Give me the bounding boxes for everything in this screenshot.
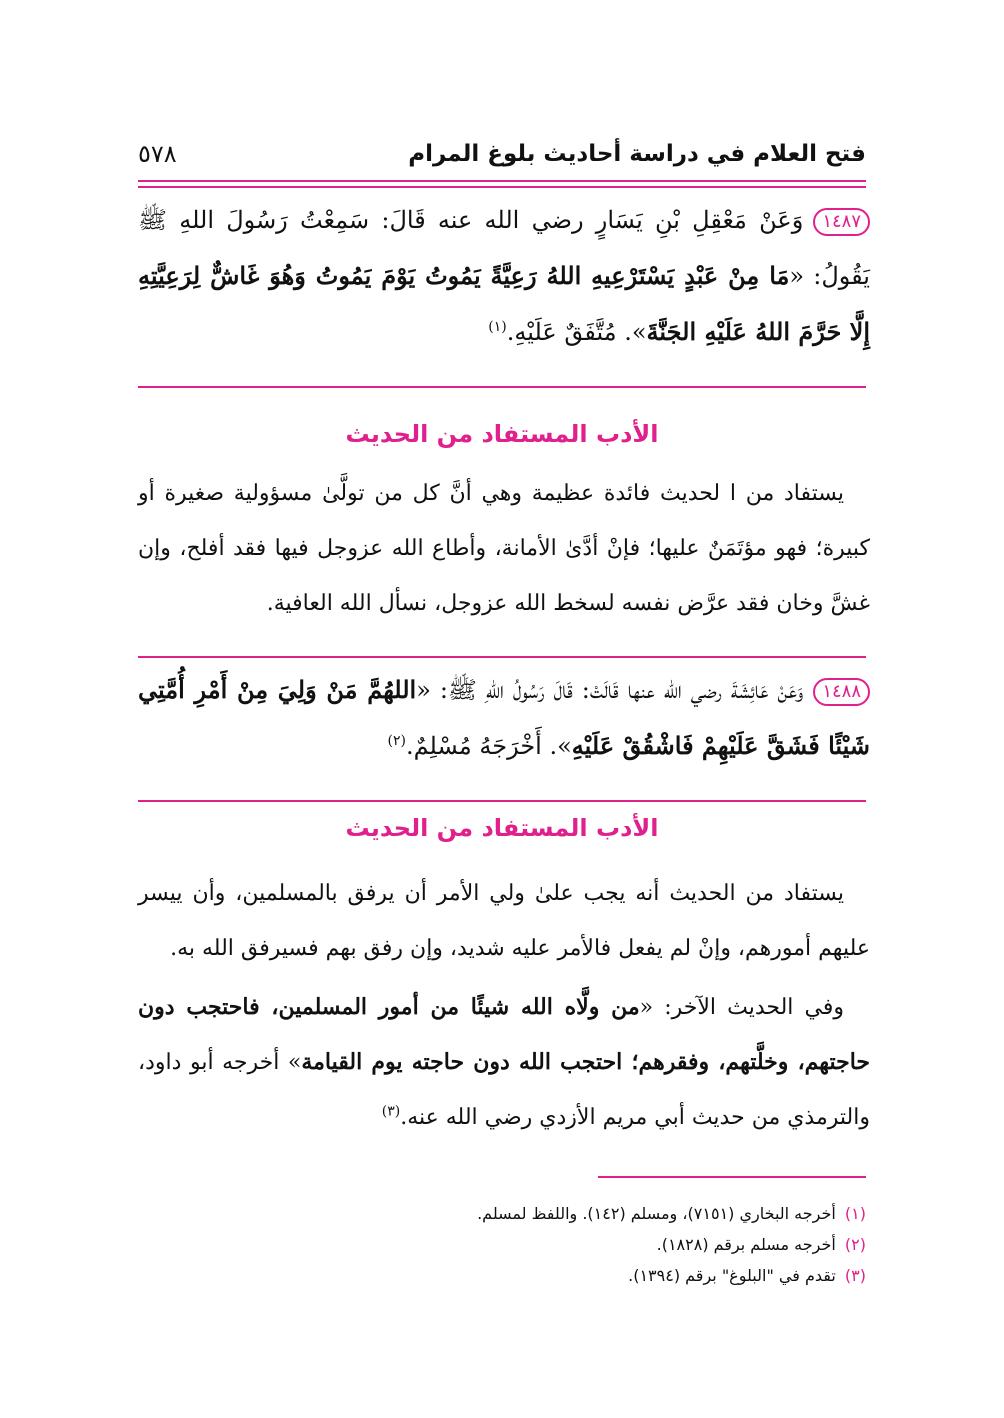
header-rule xyxy=(138,180,866,182)
section-title: الأدب المستفاد من الحديث xyxy=(345,420,659,448)
running-title: فتح العلام في دراسة أحاديث بلوغ المرام xyxy=(408,141,866,167)
hadith-number: ١٤٨٨ xyxy=(813,678,870,706)
quoted-hadith: من ولَّاه الله شيئًا من أمور المسلمين، فاحتجب دون حاجتهم، وخلَّتهم، وفقرهم؛ احتجب الله دون حاجته يوم القيامة xyxy=(138,994,870,1075)
footnote-item: (٣) تقدم في "البلوغ" برقم (١٣٩٤). xyxy=(628,1266,866,1285)
section-title: الأدب المستفاد من الحديث xyxy=(345,814,659,842)
footnote-ref: (٣) xyxy=(381,1103,401,1120)
hadith-source: ». مُتَّفَقٌ عَلَيْهِ. xyxy=(506,318,647,346)
hadith-matn: اللهُمَّ مَنْ وَلِيَ مِنْ أَمْرِ أُمَّتِي شَيْئًا فَشَقَّ عَلَيْهِمْ فَاشْقُقْ عَلَيْهِ xyxy=(138,675,870,760)
footnote-ref: (٢) xyxy=(387,733,406,749)
section-divider xyxy=(138,656,866,658)
hadith-source: ». أَخْرَجَهُ مُسْلِمٌ. xyxy=(405,732,572,760)
hadith-1488 xyxy=(138,662,870,774)
footnote-item: (٢) أخرجه مسلم برقم (١٨٢٨). xyxy=(656,1235,866,1254)
hadith-number: ١٤٨٧ xyxy=(813,208,870,236)
page-number: ٥٧٨ xyxy=(138,140,177,168)
commentary-paragraph: يستفاد من الحديث أنه يجب علىٰ ولي الأمر أن يرفق بالمسلمين، وأن ييسر عليهم أمورهم، وإنْ لم يفعل فالأمر عليه شديد، وإن رفق بهم فسيرفق الله به. xyxy=(138,881,870,961)
commentary-paragraph: يستفاد من ا لحديث فائدة عظيمة وهي أنَّ كل من تولَّىٰ مسؤولية صغيرة أو كبيرة؛ فهو مؤتَمَنٌ عليها؛ فإنْ أدَّىٰ الأمانة، وأطاع الله عزوجل فيها فقد أفلح، وإن غشَّ وخان فقد عرَّض نفسه لسخط الله عزوجل، نسأل الله العافية. xyxy=(138,481,870,616)
footnote-ref: (١) xyxy=(488,319,507,335)
header-rule-thin xyxy=(138,186,866,188)
para-intro: وفي الحديث الآخر: « xyxy=(639,995,844,1020)
page-header xyxy=(138,134,866,174)
footnotes xyxy=(138,1198,866,1291)
hadith-chain: وَعَنْ مَعْقِلِ بْنِ يَسَارٍ رضي الله عنه قَالَ: سَمِعْتُ رَسُولَ اللهِ ﷺ يَقُولُ: « xyxy=(138,206,870,290)
hadith-chain: وَعَنْ عَائِشَةَ رضي الله عنها قَالَتْ: قَالَ رَسُولُ اللهِ ﷺ: « xyxy=(416,676,804,704)
commentary-paragraph xyxy=(138,980,870,1145)
para-rest: » أخرجه أبو داود، والترمذي من حديث أبي مريم الأزدي رضي الله عنه. xyxy=(138,1050,870,1130)
hadith-matn: مَا مِنْ عَبْدٍ يَسْتَرْعِيهِ اللهُ رَعِيَّةً يَمُوتُ يَوْمَ يَمُوتُ وَهُوَ غَاشٌّ لِرَعِيَّتِهِ إِلَّا حَرَّمَ اللهُ عَلَيْهِ الجَنَّةَ xyxy=(138,261,870,346)
section-divider xyxy=(138,800,866,802)
footnote-item: (١) أخرجه البخاري (٧١٥١)، ومسلم (١٤٢). واللفظ لمسلم. xyxy=(477,1204,866,1223)
section-divider xyxy=(138,386,866,388)
hadith-1487 xyxy=(138,192,870,360)
footnote-rule xyxy=(598,1176,866,1178)
